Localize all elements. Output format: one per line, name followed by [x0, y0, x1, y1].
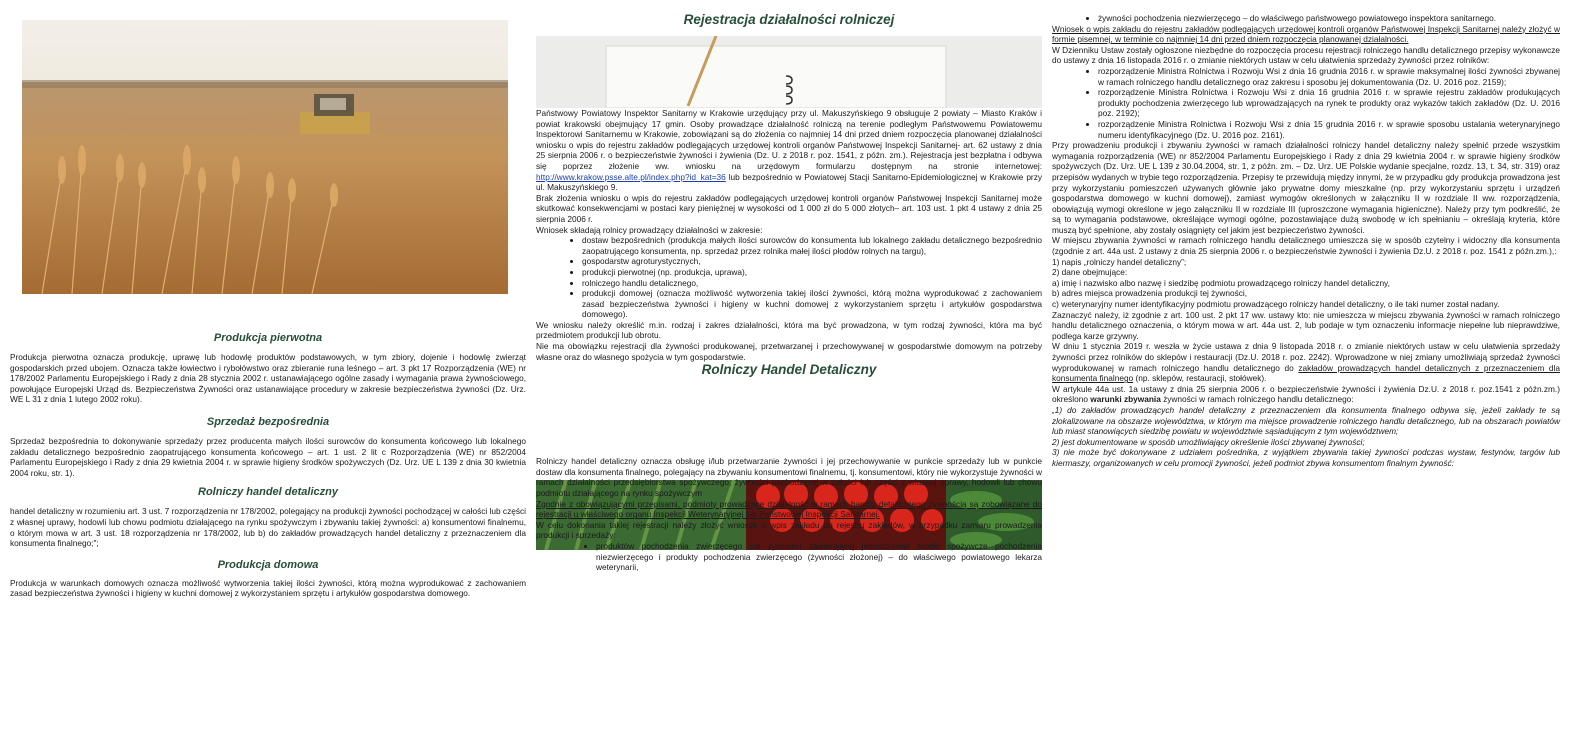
sale-conditions-text-end: żywności w ramach rolniczego handlu detalicznego: — [1160, 394, 1354, 405]
wheat-field-photo — [22, 20, 508, 294]
list-item: • produkcji domowej (oznacza możliwość wytworzenia takiej ilości żywności, którą można wyprodukować z zachowaniem zasad bezpieczeństwa żywności i higieny w kuchni domowej z wykorzystaniem sprzętu i artykułów gospodarstwa domowego). — [582, 288, 1042, 320]
condition-3-text: 3) nie może być dokonywane z udziałem pośrednika, z wyjątkiem zbywania takiej żywności podczas wystaw, festynów, targów lub kiermaszy, organizowanych w celu promocji żywności, jeżeli podmiot zbywa konsumentom finalnym żywność: — [1052, 447, 1560, 468]
retail-text: handel detaliczny w rozumieniu art. 3 ust. 7 rozporządzenia nr 178/2002, polegający na produkcji żywności pochodzącej w całości lub części z własnej uprawy, hodowli lub chowu podmiotu działającego na rynku spożywczym i zbywaniu takiej żywności: a) konsumentowi finalnemu, o którym mowa w art. 3 ust. 18 rozporządzenia nr 178/2002, lub b) do zakładów prowadzących handel detaliczny z przeznaczeniem dla konsumenta finalnego;"; — [10, 506, 526, 549]
application-scope-text: We wniosku należy określić m.in. rodzaj i zakres działalności, która ma być prowadzona, w tym rodzaj żywności, która ma być przedmiotem produkcji lub obrotu. — [536, 319, 1042, 341]
column-right — [1052, 13, 1560, 469]
no-registration-text: Nie ma obowiązku rejestracji dla żywności produkowanej, przetwarzanej i przechowywanej w gospodarstwie domowym na potrzeby własne oraz do własnego spożycia w tym gospodarstwie. — [536, 341, 1042, 362]
list-item: • produktów pochodzenia zwierzęcego lub żywności zawierającej jednocześnie środki spożywcze pochodzenia niezwierzęcego i produkty pochodzenia zwierzęcego (żywności złożonej) – do właściwego powiatowego lekarza weterynarii, — [596, 541, 1042, 573]
wheat-field-illustration — [22, 20, 508, 294]
list-item: • rolniczego handlu detalicznego, — [582, 278, 1042, 289]
registration-intro — [536, 108, 1042, 193]
list-item: • żywności pochodzenia niezwierzęcego – do właściwego państwowego powiatowego inspektora sanitarnego. — [1098, 13, 1560, 24]
sale-conditions-intro — [1052, 384, 1560, 405]
products-list — [536, 541, 1042, 573]
regulations-intro-text: W Dzienniku Ustaw zostały ogłoszone niezbędne do rozpoczęcia procesu rejestracji rolniczego handlu detalicznego przepisy wykonawcze do ustawy z dnia 16 listopada 2016 r. o zmianie niektórych ustaw w celu ułatwienia sprzedaży żywności przez rolników: — [1052, 44, 1560, 66]
primary-production-text: Produkcja pierwotna oznacza produkcję, uprawę lub hodowlę produktów podstawowych, w tym zbiory, dojenie i hodowlę zwierząt gospodarskich przed ubojem. Oznacza także łowiectwo i rybołówstwo oraz zbieranie runa leśnego – art. 3 pkt 17 Rozporządzenia (WE) nr 178/2002 Parlamentu Europejskiego i Rady z dnia 28 stycznia 2002 r. ustanawiającego ogólne zasady i wymagania prawa żywnościowego, powołujące Europejski Urząd ds. Bezpieczeństwa Żywności oraz ustanawiające procedury w zakresie bezpieczeństwa żywności (Dz. Urz. WE L 31 z dnia 1 lutego 2002 roku). — [10, 352, 526, 405]
retail-application-text: W celu dokonania takiej rejestracji należy złożyć wniosek o wpis zakładu do rejestru zakładów, w przypadku zamiaru prowadzenia produkcji i sprzedaży: — [536, 519, 1042, 541]
retail-definition-text: Rolniczy handel detaliczny oznacza obsługę i/lub przetwarzanie żywności i jej przechowywanie w punkcie sprzedaży lub w punkcie dostaw dla konsumenta finalnego, polegający na zbywaniu konsumentowi finalnemu, tj. konsumentowi, który nie wykorzystuje żywności w ramach działalności przedsiębiorstwa spożywczego, żywności pochodzącej w całości lub części z własnej uprawy, hodowli lub chowu podmiotu działającego na rynku spożywczym — [536, 456, 1042, 499]
list-item: • produkcji pierwotnej (np. produkcja, uprawa), — [582, 267, 1042, 278]
column-left — [10, 331, 526, 599]
registration-intro-text: Państwowy Powiatowy Inspektor Sanitarny w Krakowie urzędujący przy ul. Makuszyńskiego 9 obsługuje 2 powiaty – Miasto Kraków i powiat krakowski obejmujący 17 gmin. Osoby prowadzące działalność rolniczą na terenie podległym Państwowemu Powiatowemu Inspektorowi Sanitarnemu w Krakowie, zobowiązani są do złożenia co najmniej 14 dni przed dniem rozpoczęcia planowanej działalności wniosku o wpis do rejestru zakładów podlegających urzędowej kontroli organów Państwowej Inspekcji Sanitarnej- art. 62 ustawy z dnia 25 sierpnia 2006 r. o bezpieczeństwie żywności i żywienia (Dz. U. z 2018 r. poz. 1541, z późn. zm.). Rejestracja jest bezpłatna i odbywa się poprzez złożenie ww. wniosku na urzędowym formularzu dostępnym na stronie internetowej: — [536, 108, 1042, 171]
who-applies-text: Wniosek składają rolnicy prowadzący działalności w zakresie: — [536, 224, 763, 235]
list-item: • rozporządzenie Ministra Rolnictwa i Rozwoju Wsi z dnia 16 grudnia 2016 r. w sprawie maksymalnej ilości żywności zbywanej w ramach rolniczego handlu detalicznego oraz zakresu i sposobu jej dokumentowania (Dz. U. 2016 poz. 2159); — [1098, 66, 1560, 87]
section-title-direct-sale: Sprzedaż bezpośrednia — [206, 415, 330, 428]
section-title-retail: Rolniczy handel detaliczny — [198, 486, 338, 499]
section-title-primary-production: Produkcja pierwotna — [213, 332, 323, 344]
application-deadline-text: Wniosek o wpis zakładu do rejestru zakładów podlegających urzędowej kontroli organów Państwowej Inspekcji Sanitarnej należy złożyć w formie pisemnej, w terminie co najmniej 14 dni przed dniem rozpoczęcia planowanej działalności. — [1052, 23, 1560, 45]
section-title-home-production: Produkcja domowa — [217, 558, 319, 571]
sale-conditions-text-start: W artykule 44a ust. 1a ustawy z dnia 25 sierpnia 2006 r. o bezpieczeństwie żywności i żywienia Dz.U. z 2018 r. poz.1541 z późn.zm.) określono — [1052, 383, 1560, 405]
sale-conditions-bold: warunki zbywania — [1090, 394, 1161, 405]
list-item: • rozporządzenie Ministra Rolnictwa i Rozwoju Wsi z dnia 16 grudnia 2016 r. w sprawie rejestru zakładów produkujących produkty pochodzenia zwierzęcego lub wprowadzających na rynek te produkty oraz wykazów takich zakładów (Dz. U. 2016 poz. 2192); — [1098, 87, 1560, 119]
list-item: • rozporządzenie Ministra Rolnictwa i Rozwoju Wsi z dnia 15 grudnia 2016 r. w sprawie sposobu ustalania weterynaryjnego numeru identyfikacyjnego (Dz. U. 2016 poz. 2161). — [1098, 119, 1560, 140]
registration-intro-text-end: lub bezpośrednio w Powiatowej Stacji Sanitarno-Epidemiologicznej w Krakowie przy ul. Makuszyńskiego 9. — [536, 171, 1042, 193]
hygiene-requirements-text: Przy prowadzeniu produkcji i zbywaniu żywności w ramach działalności rolniczy handel detaliczny należy spełnić przede wszystkim wymagania rozporządzenia (WE) nr 852/2004 Parlamentu Europejskiego i Rady z dnia 29 kwietnia 2004 r. w sprawie higieny środków spożywczych (Dz. Urz. UE L 139 z 30.04.2004, str. 1, z późn. zm. – Dz. Urz. UE Polskie wydanie specjalne, rozdz. 13, t. 34, str. 319) oraz przepisów wydanych w trybie tego rozporządzenia. Przepisy te przewidują między innymi, że w przypadku gdy produkcja prowadzona jest przy wykorzystaniu pomieszczeń używanych głównie jako prywatne domy mieszkalne (np. przy wykorzystaniu sprzętu i urządzeń gospodarstwa domowego w kuchni domowej), zamiast wymogów określonych w załączniku II w rozdziale II ww. rozporządzenia, obowiązują wymogi określone w jego załączniku II w rozdziale III (uproszczone wymagania higieniczne). Należy przy tym podkreślić, że są to wymagania podstawowe, określające wymogi ogólne, pozostawiające dużą swobodę w ich spełnianiu – określają kryteria, które muszą być spełnione, aby zostały osiągnięty cel jakim jest bezpieczeństwo żywności. — [1052, 140, 1560, 235]
law-change-text-end: (np. sklepów, restauracji, stołówek). — [1133, 373, 1267, 384]
retail-obligation-text: Zgodnie z obowiązującymi przepisami, podmioty prowadzące działalność w ramach handlu detalicznego żywnością są zobowiązane do rejestracji u właściwego organu Inspekcji Weterynaryjnej lub Państwowej Inspekcji Sanitarnej. — [536, 498, 1042, 520]
title-registration: Rejestracja działalności rolniczej — [683, 12, 895, 27]
label-item: c) weterynaryjny numer identyfikacyjny podmiotu prowadzącego rolniczy handel detaliczny, o ile taki numer został nadany. — [1052, 299, 1500, 310]
title-retail-trade: Rolniczy Handel Detaliczny — [701, 362, 877, 378]
label-item: 2) dane obejmujące: — [1052, 267, 1128, 278]
regulations-list — [1052, 66, 1560, 140]
registration-form-link[interactable]: http://www.krakow.psse.alte.pl/index.php?id_kat=36 — [536, 171, 726, 182]
activities-list — [536, 235, 1042, 320]
label-item: 1) napis „rolniczy handel detaliczny”; — [1052, 256, 1187, 267]
list-item: • gospodarstw agroturystycznych, — [582, 256, 1042, 267]
labelling-text: W miejscu zbywania żywności w ramach rolniczego handlu detalicznego umieszcza się w sposób czytelny i widoczny dla konsumenta (zgodnie z art. 44a ust. 2 ustawy z dnia 25 sierpnia 2006 r. o bezpieczeństwie żywności i żywienia Dz.U. z 2018 r. poz. 1541 z późn.zm.),: — [1052, 235, 1560, 257]
condition-1-text: „1) do zakładów prowadzących handel detaliczny z przeznaczeniem dla konsumenta finalnego odbywa się, jeżeli zakłady te są zlokalizowane na obszarze województwa, w którym ma miejsce prowadzenie rolniczego handlu detalicznego, lub na obszarach powiatów lub miast stanowiących siedzibę powiatu w województwie sąsiadującym z tym województwem; — [1052, 404, 1560, 437]
list-item: • dostaw bezpośrednich (produkcja małych ilości surowców do konsumenta lub lokalnego zakładu detalicznego bezpośrednio zaopatrującego konsumenta, np. sprzedaż przez rolnika małej ilości płodów rolnych na targu), — [582, 235, 1042, 256]
penalty-note-text: Zaznaczyć należy, iż zgodnie z art. 100 ust. 2 pkt 17 ww. ustawy kto: nie umieszcza w miejscu zbywania żywności w ramach rolniczego handlu detalicznego oznaczenia, o którym mowa w art. 44a ust. 2, lub podaje w tym oznaczeniu informacje niepełne lub nieprawdziwe, podlega karze grzywny. — [1052, 309, 1560, 341]
law-change-text-start: W dniu 1 stycznia 2019 r. weszła w życie ustawa z dnia 9 listopada 2018 r. o zmianie niektórych ustaw w celu ułatwienia sprzedaży żywności przez rolników do sklepów i restauracji (Dz.U. 2018 r. poz. 2242). Wprowadzone w niej zmiany umożliwiają sprzedaż żywności wyprodukowanej w ramach rolniczego handlu detalicznego do — [1052, 341, 1560, 373]
continued-list — [1052, 13, 1560, 24]
condition-2-text: 2) jest dokumentowane w sposób umożliwiający określenie ilości zbywanej żywności; — [1052, 436, 1365, 447]
label-item: b) adres miejsca prowadzenia produkcji tej żywności, — [1052, 288, 1248, 299]
label-item: a) imię i nazwisko albo nazwę i siedzibę podmiotu prowadzącego rolniczy handel detaliczny, — [1052, 277, 1390, 288]
column-middle — [536, 0, 1042, 573]
penalty-text: Brak złożenia wniosku o wpis do rejestru zakładów podlegających urzędowej kontroli organów Państwowej Inspekcji Sanitarnej może skutkować konsekwencjami w postaci kary pieniężnej w wysokości od 1 000 zł do 5 000 złotych– art. 103 ust. 1 pkt 4 ustawy z dnia 25 sierpnia 2006 r. — [536, 192, 1042, 224]
home-production-text: Produkcja w warunkach domowych oznacza możliwość wytworzenia takiej ilości żywności, którą można wyprodukować z zachowaniem zasad bezpieczeństwa żywności i higieny w kuchni domowej z wykorzystaniem sprzętu i artykułów gospodarstwa domowego. — [10, 577, 526, 599]
law-change-text — [1052, 341, 1560, 383]
direct-sale-text: Sprzedaż bezpośrednia to dokonywanie sprzedaży przez producenta małych ilości surowców do konsumenta końcowego lub lokalnego zakładu detalicznego bezpośrednio zaopatrującego konsumenta końcowego – art. 1 ust. 2 lit c Rozporządzenia (WE) nr 852/2004 Parlamentu Europejskiego i Rady z dnia 29 kwietnia 2004 r. w sprawie higieny środków spożywczych (Dz. Urz. UE L 139 z dnia 30 kwietnia 2004 roku, str. 1). — [10, 435, 526, 478]
law-change-underlined: zakładów prowadzących handel detalicznych z przeznaczeniem dla konsumenta finalnego — [1052, 362, 1560, 384]
